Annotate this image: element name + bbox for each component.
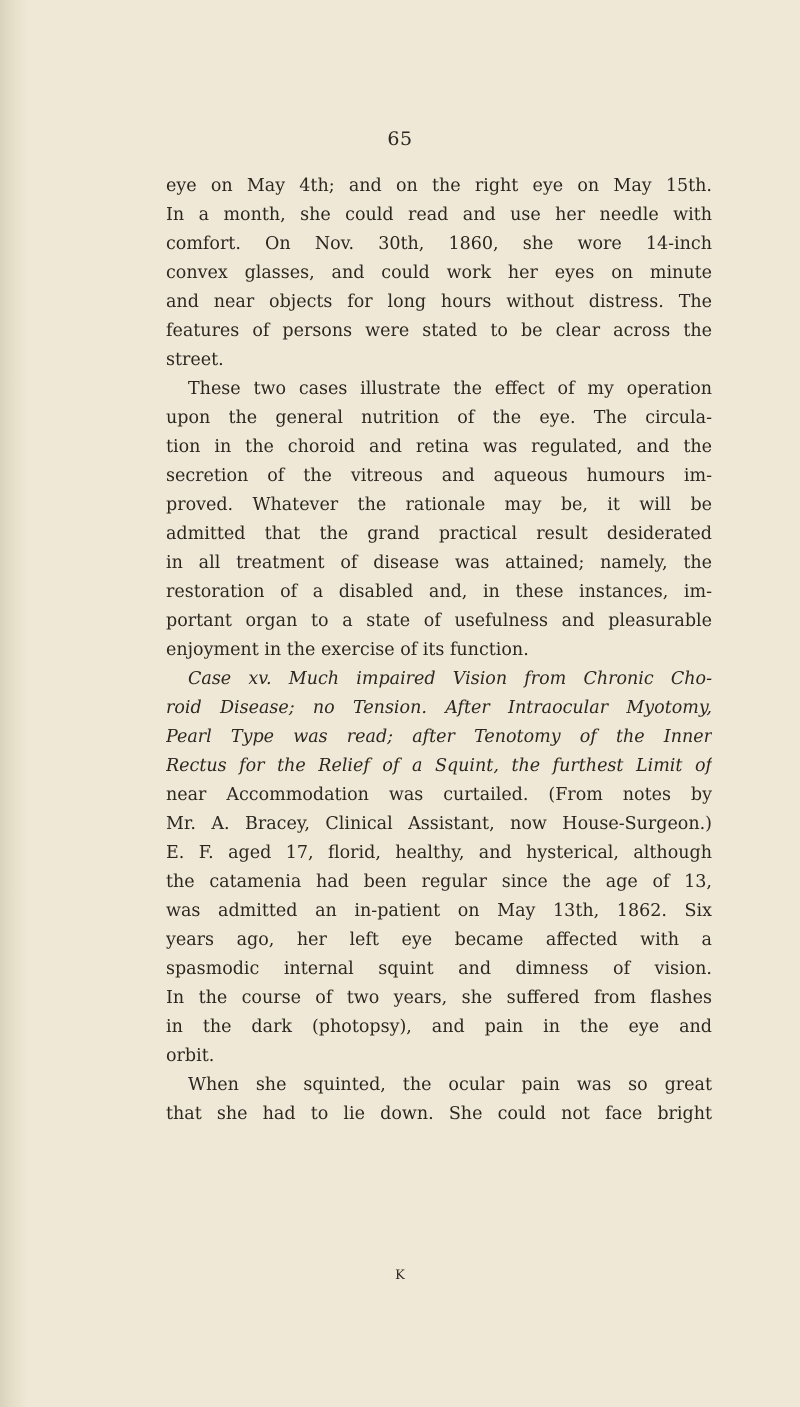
text-line: upon the general nutrition of the eye. The circula- [166, 408, 712, 428]
body-text [166, 172, 712, 1129]
text-line: admitted that the grand practical result desiderated [166, 524, 712, 544]
text-line: and near objects for long hours without distress. The [166, 292, 712, 312]
text-line: portant organ to a state of usefulness and pleasurable [166, 611, 712, 631]
signature-mark: K [395, 1268, 405, 1283]
text-line: in all treatment of disease was attained; namely, the [166, 553, 712, 573]
text-line: enjoyment in the exercise of its function. [166, 640, 529, 660]
case-heading-line: Pearl Type was read; after Tenotomy of the Inner [166, 727, 712, 747]
case-heading-line: Case xv. Much impaired Vision from Chronic Cho- [188, 669, 712, 689]
text-line: near Accommodation was curtailed. (From notes by [166, 785, 712, 805]
text-line: restoration of a disabled and, in these instances, im- [166, 582, 712, 602]
text-line: secretion of the vitreous and aqueous humours im- [166, 466, 712, 486]
case-heading-line: roid Disease; no Tension. After Intraocular Myotomy, [166, 698, 712, 718]
page-binding-shadow [0, 0, 28, 1407]
text-line: convex glasses, and could work her eyes on minute [166, 263, 712, 283]
text-line: orbit. [166, 1046, 215, 1066]
page-number: 65 [387, 128, 413, 150]
text-line: features of persons were stated to be clear across the [166, 321, 712, 341]
text-line: years ago, her left eye became affected with a [166, 930, 712, 950]
text-line: When she squinted, the ocular pain was so great [188, 1075, 712, 1095]
text-line: the catamenia had been regular since the age of 13, [166, 872, 712, 892]
text-line: street. [166, 350, 224, 370]
text-line: Mr. A. Bracey, Clinical Assistant, now House-Surgeon.) [166, 814, 712, 834]
text-line: eye on May 4th; and on the right eye on May 15th. [166, 176, 712, 196]
text-line: spasmodic internal squint and dimness of vision. [166, 959, 712, 979]
text-line: comfort. On Nov. 30th, 1860, she wore 14-inch [166, 234, 712, 254]
text-line: in the dark (photopsy), and pain in the eye and [166, 1017, 712, 1037]
text-line: These two cases illustrate the effect of my operation [188, 379, 712, 399]
text-line: In a month, she could read and use her needle with [166, 205, 712, 225]
text-line: was admitted an in-patient on May 13th, 1862. Six [166, 901, 712, 921]
text-line: tion in the choroid and retina was regulated, and the [166, 437, 712, 457]
text-line: E. F. aged 17, florid, healthy, and hysterical, although [166, 843, 712, 863]
text-line: In the course of two years, she suffered from flashes [166, 988, 712, 1008]
text-line: that she had to lie down. She could not face bright [166, 1104, 712, 1124]
case-heading-line: Rectus for the Relief of a Squint, the furthest Limit of [166, 756, 712, 776]
text-line: proved. Whatever the rationale may be, it will be [166, 495, 712, 515]
